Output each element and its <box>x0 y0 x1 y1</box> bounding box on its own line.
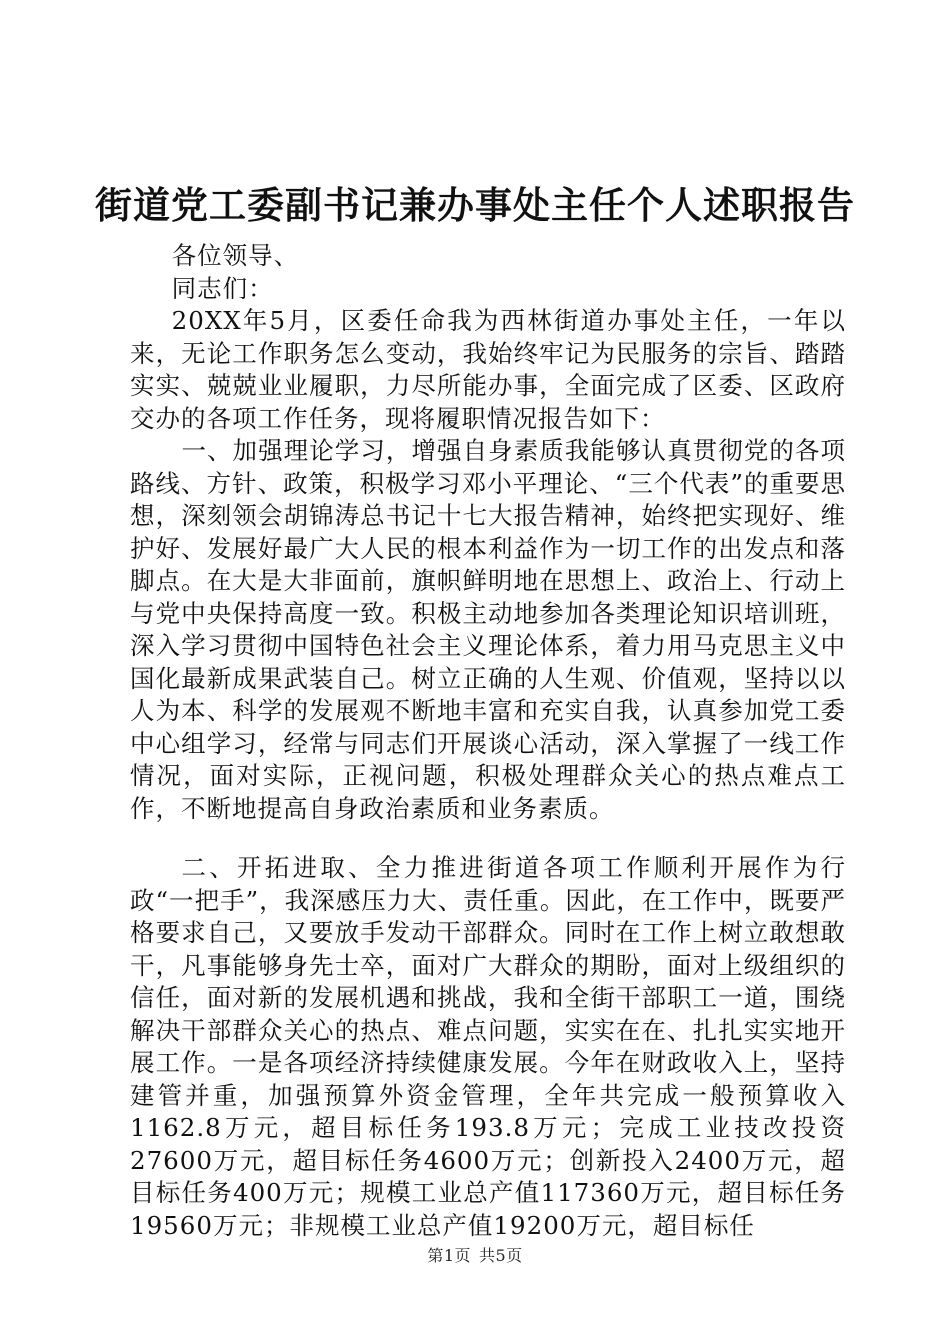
page-total: 共5页 <box>479 1246 523 1265</box>
page-footer <box>0 1243 950 1266</box>
paragraph-spacer <box>130 825 846 852</box>
document-body <box>130 240 846 1242</box>
document-title: 街道党工委副书记兼办事处主任个人述职报告 <box>95 183 855 227</box>
salutation-line-1: 各位领导、 <box>171 241 300 270</box>
paragraph-intro: 20XX年5月，区委任命我为西林街道办事处主任，一年以来，无论工作职务怎么变动，我始终牢记为民服务的宗旨、踏踏实实、兢兢业业履职，力尽所能办事，全面完成了区委、区政府交办的各项工作任务，现将履职情况报告如下： <box>130 306 846 433</box>
paragraph-section-two: 二、开拓进取、全力推进街道各项工作顺利开展作为行政“一把手”，我深感压力大、责任重。因此，在工作中，既要严格要求自己，又要放手发动干部群众。同时在工作上树立敢想敢干，凡事能够身先士卒，面对广大群众的期盼，面对上级组织的信任，面对新的发展机遇和挑战，我和全街干部职工一道，围绕解决干部群众关心的热点、难点问题，实实在在、扎扎实实地开展工作。一是各项经济持续健康发展。今年在财政收入上，坚持建管并重，加强预算外资金管理，全年共完成一般预算收入1162.8万元，超目标任务193.8万元；完成工业技改投资27600万元，超目标任务4600万元；创新投入2400万元，超目标任务400万元；规模工业总产值117360万元，超目标任务19560万元；非规模工业总产值19200万元，超目标任 <box>130 853 846 1240</box>
page-number: 第1页 <box>427 1246 471 1265</box>
paragraph-section-one: 一、加强理论学习，增强自身素质我能够认真贯彻党的各项路线、方针、政策，积极学习邓小平理论、“三个代表”的重要思想，深刻领会胡锦涛总书记十七大报告精神，始终把实现好、维护好、发展好最广大人民的根本利益作为一切工作的出发点和落脚点。在大是大非面前，旗帜鲜明地在思想上、政治上、行动上与党中央保持高度一致。积极主动地参加各类理论知识培训班，深入学习贯彻中国特色社会主义理论体系，着力用马克思主义中国化最新成果武装自己。树立正确的人生观、价值观，坚持以以人为本、科学的发展观不断地丰富和充实自我，认真参加党工委中心组学习，经常与同志们开展谈心活动，深入掌握了一线工作情况，面对实际，正视问题，积极处理群众关心的热点难点工作，不断地提高自身政治素质和业务素质。 <box>130 436 846 823</box>
salutation-line-2: 同志们： <box>171 273 274 303</box>
